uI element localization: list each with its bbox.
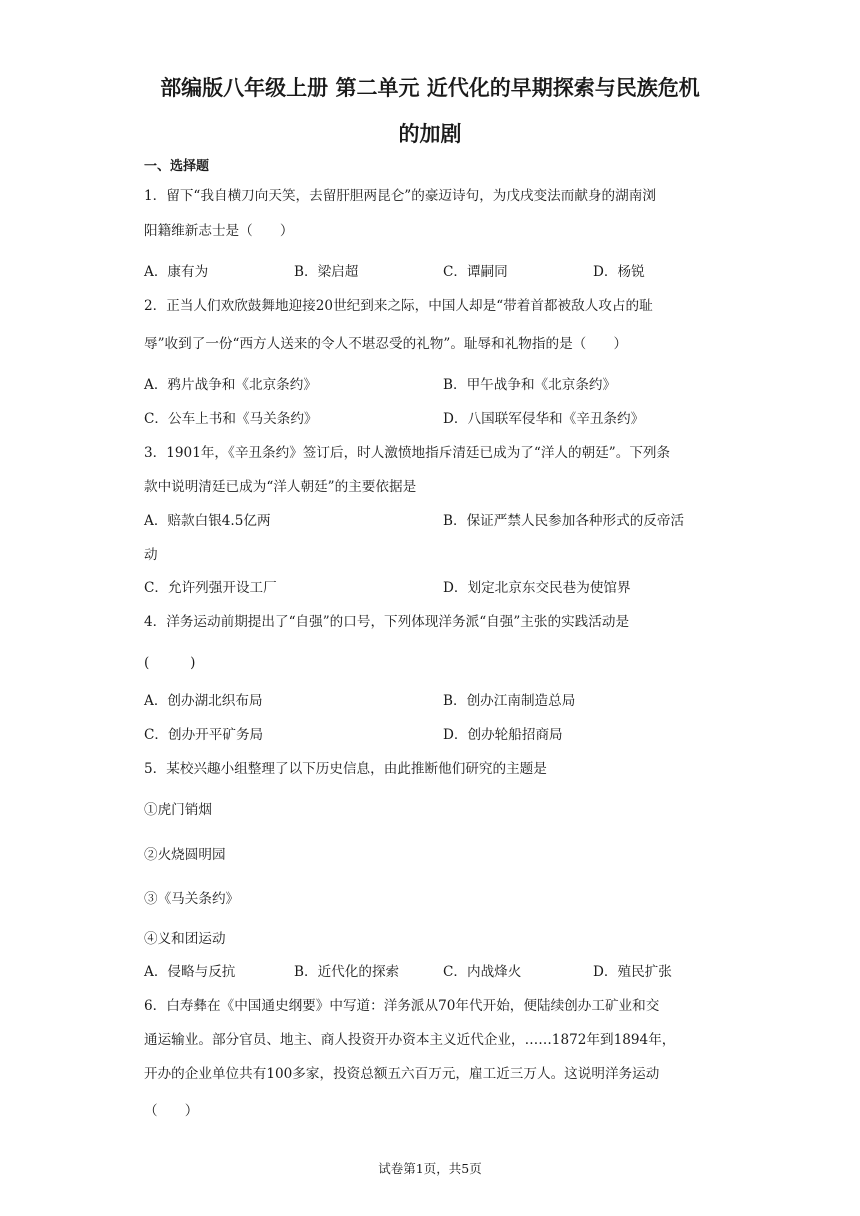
question-text-line: 4．洋务运动前期提出了“自强”的口号，下列体现洋务派“自强”主张的实践活动是 bbox=[144, 614, 630, 630]
option-b: B．梁启超 bbox=[294, 264, 359, 280]
option-c: C．谭嗣同 bbox=[443, 264, 508, 280]
page-footer: 试卷第1页，共5页 bbox=[378, 1161, 482, 1176]
option-b: B．保证严禁人民参加各种形式的反帝活 bbox=[443, 513, 685, 529]
option-a: A．创办湖北织布局 bbox=[144, 693, 263, 709]
option-c: C．公车上书和《马关条约》 bbox=[144, 411, 318, 427]
question-text-line: 6．白寿彝在《中国通史纲要》中写道：洋务派从70年代开始，便陆续创办工矿业和交 bbox=[144, 998, 660, 1014]
option-b: B．甲午战争和《北京条约》 bbox=[443, 377, 617, 393]
question-text-line: （ ） bbox=[144, 1103, 199, 1119]
option-b: B．近代化的探索 bbox=[294, 964, 400, 980]
question-text-line: 通运输业。部分官员、地主、商人投资开办资本主义近代企业，……1872年到1894年， bbox=[144, 1032, 676, 1048]
info-item: ①虎门销烟 bbox=[144, 802, 212, 818]
question-text-line: 3．1901年，《辛丑条约》签订后，时人激愤地指斥清廷已成为了“洋人的朝廷”。下列条 bbox=[144, 445, 671, 461]
question-text-line: 5．某校兴趣小组整理了以下历史信息，由此推断他们研究的主题是 bbox=[144, 761, 547, 777]
question-text-line: 1．留下“我自横刀向天笑，去留肝胆两昆仑”的豪迈诗句，为戊戌变法而献身的湖南浏 bbox=[144, 188, 656, 204]
option-d: D．划定北京东交民巷为使馆界 bbox=[443, 580, 631, 596]
option-b-wrap: 动 bbox=[144, 547, 158, 563]
option-a: A．鸦片战争和《北京条约》 bbox=[144, 377, 317, 393]
page-title-line-1: 部编版八年级上册 第二单元 近代化的早期探索与民族危机 bbox=[160, 76, 700, 100]
option-c: C．创办开平矿务局 bbox=[144, 727, 264, 743]
option-a: A．侵略与反抗 bbox=[144, 964, 236, 980]
question-text-line: 阳籍维新志士是（ ） bbox=[144, 223, 294, 239]
question-text-line: 开办的企业单位共有100多家，投资总额五六百万元，雇工近三万人。这说明洋务运动 bbox=[144, 1066, 660, 1082]
question-text-line: 款中说明清廷已成为“洋人朝廷”的主要依据是 bbox=[144, 479, 417, 495]
page-title-line-2: 的加剧 bbox=[398, 122, 462, 146]
option-a: A．赔款白银4.5亿两 bbox=[144, 513, 271, 529]
option-d: D．八国联军侵华和《辛丑条约》 bbox=[443, 411, 645, 427]
info-item: ④义和团运动 bbox=[144, 931, 226, 947]
option-d: D．杨锐 bbox=[593, 264, 645, 280]
option-a: A．康有为 bbox=[144, 264, 209, 280]
question-text-line: ( ) bbox=[144, 655, 196, 671]
question-text-line: 辱”收到了一份“西方人送来的令人不堪忍受的礼物”。耻辱和礼物指的是（ ） bbox=[144, 336, 628, 352]
info-item: ③《马关条约》 bbox=[144, 891, 240, 907]
info-item: ②火烧圆明园 bbox=[144, 847, 226, 863]
option-d: D．创办轮船招商局 bbox=[443, 727, 563, 743]
question-text-line: 2．正当人们欢欣鼓舞地迎接20世纪到来之际，中国人却是“带着首都被敌人攻占的耻 bbox=[144, 298, 653, 314]
option-b: B．创办江南制造总局 bbox=[443, 693, 576, 709]
section-heading: 一、选择题 bbox=[144, 159, 210, 174]
option-c: C．内战烽火 bbox=[443, 964, 522, 980]
option-d: D．殖民扩张 bbox=[593, 964, 672, 980]
option-c: C．允许列强开设工厂 bbox=[144, 580, 277, 596]
